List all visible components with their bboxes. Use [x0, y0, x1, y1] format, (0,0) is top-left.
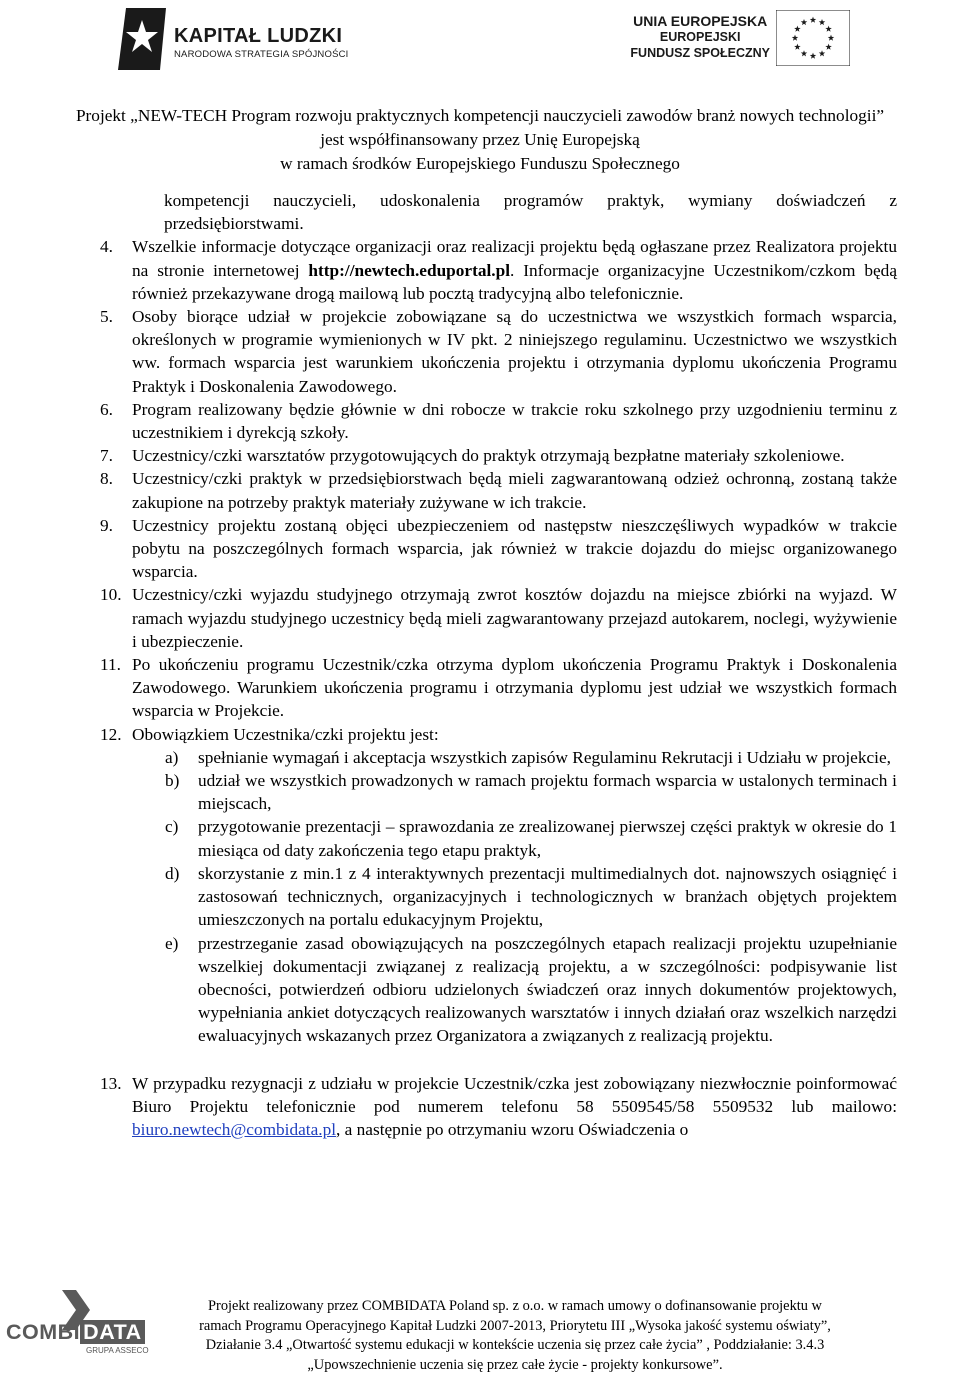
sub-item-letter: c) — [165, 817, 179, 837]
item-number: 13. — [100, 1073, 122, 1093]
item-number: 10. — [100, 585, 122, 605]
ue-line-2: EUROPEJSKI — [659, 30, 741, 44]
item-text: Po ukończeniu programu Uczestnik/czka otrzyma dyplom ukończenia Programu Praktyk i Doskonalenia Zawodowego. Warunkiem ukończenia programu i otrzymania dyplomu jest udział we wszystkich formach wsparcia w Projekcie. — [132, 655, 897, 721]
item-text: W przypadku rezygnacji z udziału w projekcie Uczestnik/czka jest zobowiązany niezwłocznie poinformować Biuro Projektu telefonicznie pod numerem telefonu 58 5509545/58 5509532 lub mailowo: — [132, 1073, 897, 1116]
list-item — [100, 514, 897, 584]
project-header-line-1: Projekt „NEW-TECH Program rozwoju praktycznych kompetencji nauczycieli zawodów branż nowych technologii” — [75, 106, 885, 125]
ue-line-1: UNIA EUROPEJSKA — [633, 13, 768, 29]
footer-line-1: Projekt realizowany przez COMBIDATA Poland sp. z o.o. w ramach umowy o dofinansowanie projektu w — [208, 1298, 822, 1314]
list-item — [100, 467, 897, 513]
continued-paragraph: kompetencji nauczycieli, udoskonalenia programów praktyk, wymiany doświadczeń z przedsiębiorstwami. — [164, 191, 897, 234]
list-item — [100, 305, 897, 398]
kapital-ludzki-emblem-icon — [112, 6, 168, 72]
project-website-link[interactable]: http://newtech.eduportal.pl — [308, 260, 511, 280]
list-item — [100, 444, 897, 467]
item-text: . Informacje organizacyjne Uczestnikom/czkom będą również przekazywane drogą mailową lub pocztą tradycyjną albo telefonicznie. — [132, 260, 897, 303]
sub-list-item — [165, 932, 897, 1048]
item-number: 12. — [100, 724, 122, 744]
sub-item-text: udział we wszystkich prowadzonych w ramach projektu formach wsparcia w ustalonych terminach i miejscach, — [198, 771, 897, 814]
footer-line-3: Działanie 3.4 „Otwartość systemu edukacji w kontekście uczenia się przez całe życia” , Poddziałanie: 3.4.3 — [205, 1337, 825, 1353]
item-text: Program realizowany będzie głównie w dni robocze w trakcie roku szkolnego przy uzgodnieniu terminu z uczestnikiem i dyrekcją szkoły. — [132, 399, 897, 443]
item-number: 7. — [100, 446, 113, 466]
sub-item-text: spełnianie wymagań i akceptacja wszystkich zapisów Regulaminu Rekrutacji i Udziału w projekcie, — [198, 747, 891, 767]
item-number: 9. — [100, 515, 113, 535]
sub-item-text: skorzystanie z min.1 z 4 interaktywnych prezentacji multimedialnych dot. najnowszych osiągnięć i zastosowań technicznych, organizacyjnych i technologicznych w branżach objętych projektem umieszczonych na portalu edukacyjnym Projektu, — [198, 863, 897, 930]
item-text: Uczestnicy/czki wyjazdu studyjnego otrzymają zwrot kosztów dojazdu na miejsce zbiórki na wyjazd. W ramach wyjazdu studyjnego uczestnicy będą mieli zagwarantowany przejazd autokarem, noclegi, wyżywienie i ubezpieczenie. — [132, 585, 897, 651]
footer-line-2: ramach Programu Operacyjnego Kapitał Ludzki 2007-2013, Priorytetu III „Wysoka jakość systemu oświaty”, — [199, 1317, 831, 1334]
sub-item-text: przygotowanie prezentacji – sprawozdania ze zrealizowanej pierwszej części praktyk w okresie do 1 miesiąca od daty zakończenia tego etapu praktyk, — [198, 817, 897, 860]
sub-item-letter: a) — [165, 747, 179, 767]
eu-social-fund-logo — [630, 10, 854, 72]
item-number: 11. — [100, 655, 121, 675]
item-text: Wszelkie informacje dotyczące organizacji oraz realizacji projektu będą ogłaszane przez Realizatora projektu na stronie internetowej — [132, 237, 897, 280]
kapital-ludzki-subtitle: NARODOWA STRATEGIA SPÓJNOŚCI — [174, 49, 349, 60]
item-text: Uczestnicy/czki praktyk w przedsiębiorstwach będą mieli zagwarantowaną odzież ochronną, zostaną także zakupione na potrzeby praktyk materiały zużywane w ich trakcie. — [132, 469, 897, 512]
item-text: , a następnie po otrzymaniu wzoru Oświadczenia o — [336, 1119, 689, 1139]
page-footer — [150, 1297, 880, 1375]
item-number: 5. — [100, 307, 113, 327]
sub-item-letter: e) — [165, 933, 179, 953]
item-number: 6. — [100, 399, 113, 419]
sub-list-item — [165, 862, 897, 932]
kapital-ludzki-logo — [112, 6, 352, 76]
item-text: Obowiązkiem Uczestnika/czki projektu jest: — [132, 724, 439, 744]
project-header — [0, 104, 960, 176]
list-item — [100, 1072, 897, 1142]
sub-item-letter: b) — [165, 771, 180, 791]
list-item — [100, 583, 897, 653]
project-header-line-3: w ramach środków Europejskiego Funduszu Społecznego — [280, 154, 680, 173]
sub-item-text: przestrzeganie zasad obowiązujących na poszczególnych etapach realizacji projektu uzupełnianie wszelkiej dokumentacji związanej z realizacją projektu, a w szczególności: podpisywanie list obecności, potwierdzeń odbioru udzielonych świadczeń oraz innych dokumentów projektowych, wypełniania ankiet dotyczących realizowanych warsztatów i innych działań oraz wszelkich narzędzi ewaluacyjnych wskazanych przez Organizatora a związanych z realizacją projektu. — [198, 933, 897, 1046]
combidata-group-label: GRUPA ASSECO — [86, 1346, 149, 1355]
sub-list-item — [165, 815, 897, 861]
list-item — [100, 653, 897, 723]
list-item — [100, 398, 897, 444]
sub-item-letter: d) — [165, 863, 180, 883]
sub-list-item — [165, 769, 897, 815]
regulations-body — [0, 189, 960, 1141]
eu-flag-icon — [776, 10, 850, 66]
item-text: Uczestnicy projektu zostaną objęci ubezpieczeniem od następstw nieszczęśliwych wypadków w trakcie pobytu na poszczególnych formach wsparcia, jak również w trakcie dojazdu do miejsc organizowanego wsparcia. — [132, 515, 897, 582]
combidata-logo — [6, 1290, 149, 1370]
list-item — [100, 723, 897, 746]
kapital-ludzki-title: KAPITAŁ LUDZKI — [174, 25, 343, 47]
sub-list-item — [165, 746, 897, 769]
project-header-line-2: jest współfinansowany przez Unię Europejską — [320, 130, 640, 149]
combidata-logo-text-a: COMBI — [6, 1320, 81, 1344]
footer-line-4: „Upowszechnienie uczenia się przez całe życie - projekty konkursowe”. — [307, 1356, 723, 1373]
item-number: 4. — [100, 237, 113, 257]
ue-line-3: FUNDUSZ SPOŁECZNY — [630, 46, 770, 60]
item-number: 8. — [100, 469, 113, 489]
item-text: Uczestnicy/czki warsztatów przygotowujących do praktyk otrzymają bezpłatne materiały szkoleniowe. — [132, 446, 845, 466]
combidata-logo-text-b: DATA — [80, 1320, 145, 1344]
email-link[interactable]: biuro.newtech@combidata.pl — [132, 1119, 337, 1139]
list-item — [100, 235, 897, 305]
item-text: Osoby biorące udział w projekcie zobowiązane są do uczestnictwa we wszystkich formach wsparcia, określonych w programie wymienionych w IV pkt. 2 niniejszego regulaminu. Uczestnictwo we wszystkich ww. formach wsparcia jest warunkiem ukończenia projektu i otrzymania dyplomu ukończenia Programu Praktyk i Doskonalenia Zawodowego. — [132, 307, 897, 396]
